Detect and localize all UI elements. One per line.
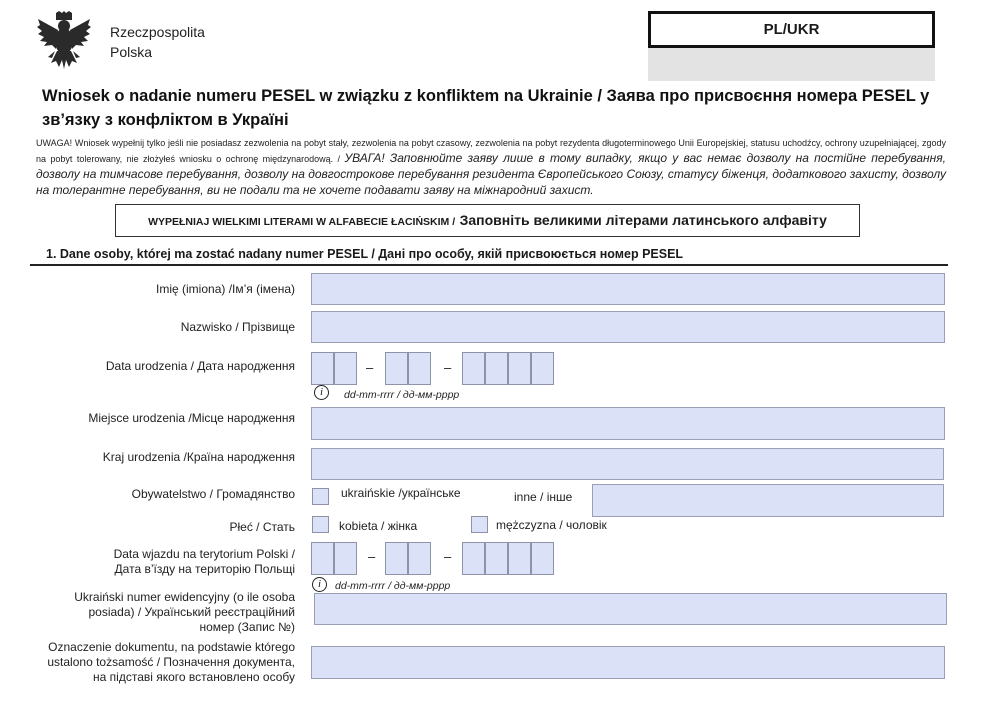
entry-year-digit-3[interactable] xyxy=(508,542,531,575)
first-name-input[interactable] xyxy=(311,273,945,305)
citizenship-ukrainian-label: ukraińskie /українське xyxy=(341,486,461,500)
instruction-ua: Заповніть великими літерами латинського алфавіту xyxy=(459,212,827,228)
ukrainian-record-number-label xyxy=(74,590,295,635)
birth-country-label: Kraj urodzenia /Країна народження xyxy=(102,450,295,464)
instruction-pl: WYPEŁNIAJ WIELKIMI LITERAMI W ALFABECIE ŁACIŃSKIM / xyxy=(148,216,456,228)
ukrainian-record-number-input[interactable] xyxy=(314,593,947,625)
entry-month-digit-2[interactable] xyxy=(408,542,431,575)
country-name xyxy=(110,22,205,62)
birth-year-digit-4[interactable] xyxy=(531,352,554,385)
section-divider xyxy=(30,264,948,266)
country-line-2: Polska xyxy=(110,44,153,60)
first-name-label: Imię (imiona) /Ім’я (імена) xyxy=(156,282,295,296)
birth-place-label: Miejsce urodzenia /Місце народження xyxy=(88,411,295,425)
sex-male-checkbox[interactable] xyxy=(471,516,488,533)
birth-year-digit-1[interactable] xyxy=(462,352,485,385)
entry-day-digit-2[interactable] xyxy=(334,542,357,575)
sex-label: Płeć / Стать xyxy=(229,520,295,534)
capital-letters-instruction xyxy=(115,204,860,237)
citizenship-other-label: inne / інше xyxy=(514,490,573,504)
birth-day-digit-2[interactable] xyxy=(334,352,357,385)
country-line-1: Rzeczpospolita xyxy=(110,24,205,40)
sex-female-checkbox[interactable] xyxy=(312,516,329,533)
entry-year-digit-2[interactable] xyxy=(485,542,508,575)
entry-year-digit-1[interactable] xyxy=(462,542,485,575)
entry-day-digit-1[interactable] xyxy=(311,542,334,575)
citizenship-label: Obywatelstwo / Громадянство xyxy=(131,487,295,501)
entry-date-label-line-1: Data wjazdu na terytorium Polski / xyxy=(113,547,295,561)
entry-month-digit-1[interactable] xyxy=(385,542,408,575)
birth-year-digit-2[interactable] xyxy=(485,352,508,385)
office-use-field xyxy=(648,48,935,81)
birth-place-input[interactable] xyxy=(311,407,945,440)
birth-month-digit-1[interactable] xyxy=(385,352,408,385)
entry-date-separator-2: – xyxy=(444,549,452,564)
ukrainian-record-label-line-1: Ukraiński numer ewidencyjny (o ile osoba xyxy=(74,590,295,604)
entry-date-label-line-2: Дата в’їзду на територію Польщі xyxy=(114,562,295,576)
birth-year-digit-3[interactable] xyxy=(508,352,531,385)
citizenship-ukrainian-checkbox[interactable] xyxy=(312,488,329,505)
sex-female-label: kobieta / жінка xyxy=(339,519,418,533)
info-icon: i xyxy=(312,577,327,592)
info-icon: i xyxy=(314,385,329,400)
identity-document-input[interactable] xyxy=(311,646,945,679)
citizenship-other-input[interactable] xyxy=(592,484,944,517)
polish-eagle-emblem xyxy=(36,11,92,71)
identity-document-label-line-3: на підставі якого встановлено особу xyxy=(93,670,295,684)
ukrainian-record-label-line-2: posiada) / Український реєстраційний xyxy=(88,605,295,619)
birth-date-separator-2: – xyxy=(444,360,452,375)
identity-document-label-line-1: Oznaczenie dokumentu, na podstawie którego xyxy=(48,640,295,654)
birth-date-separator-1: – xyxy=(366,360,374,375)
entry-date-label xyxy=(114,547,295,577)
birth-country-input[interactable] xyxy=(311,448,944,480)
section-1-title: 1. Dane osoby, której ma zostać nadany numer PESEL / Дані про особу, якій присвоюється номер PESEL xyxy=(46,247,684,261)
entry-year-digit-4[interactable] xyxy=(531,542,554,575)
birth-day-digit-1[interactable] xyxy=(311,352,334,385)
identity-document-label-line-2: ustalono tożsamość / Позначення документа, xyxy=(47,655,295,669)
entry-date-separator-1: – xyxy=(368,549,376,564)
ukrainian-record-label-line-3: номер (Запис №) xyxy=(199,620,295,634)
surname-label: Nazwisko / Прізвище xyxy=(180,320,295,334)
form-code-box: PL/UKR xyxy=(648,11,935,48)
warning-text-ua: УВАГА! Заповнюйте заяву лише в тому випадку, якщо у вас немає дозволу на постійне перебування, дозволу на тимчасове перебування, дозволу на довгострокове перебування резидента Європейського Союзу, статусу біженця, додаткового захисту, дозволу на толерантне перебування, ви не подали та не хочете подавати заяву на міжнародний захист. xyxy=(36,151,946,197)
warning-notice xyxy=(36,137,946,198)
birth-month-digit-2[interactable] xyxy=(408,352,431,385)
birth-date-label: Data urodzenia / Дата народження xyxy=(105,359,295,373)
sex-male-label: mężczyzna / чоловік xyxy=(496,518,607,532)
form-title: Wniosek o nadanie numeru PESEL w związku z konfliktem na Ukrainie / Заява про присвоєння номера PESEL у зв’язку з конфліктом в Україні xyxy=(42,87,930,129)
entry-date-format-hint: dd-mm-rrrr / дд-мм-рррр xyxy=(335,580,451,592)
birth-date-format-hint: dd-mm-rrrr / дд-мм-рррр xyxy=(344,389,460,401)
surname-input[interactable] xyxy=(311,311,945,343)
identity-document-label xyxy=(47,640,295,685)
warning-text-pl: UWAGA! Wniosek wypełnij tylko jeśli nie posiadasz zezwolenia na pobyt stały, zezwolenia na pobyt czasowy, zezwolenia na pobyt rezydenta długoterminowego Unii Europejskiej, statusu uchodźcy, ochrony uzupełniającej, zgody na pobyt tolerowany, nie złożyłeś wniosku o ochronę międzynarodową. / xyxy=(36,138,946,164)
